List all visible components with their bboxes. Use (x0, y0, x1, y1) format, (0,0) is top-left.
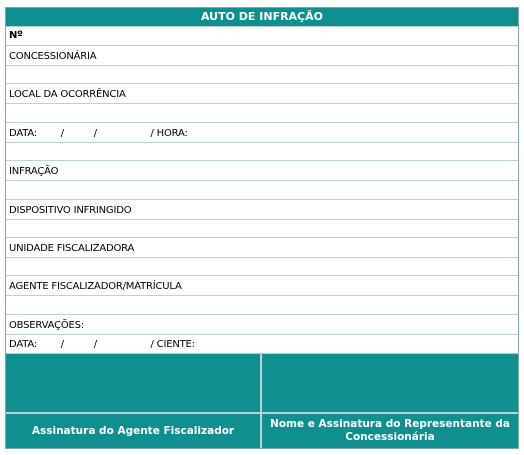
observacoes-label: OBSERVAÇÕES: (9, 320, 84, 331)
local-field[interactable] (6, 104, 518, 123)
representative-signature-cell[interactable] (262, 414, 518, 448)
form-title: AUTO DE INFRAÇÃO (201, 10, 323, 23)
agente-label: AGENTE FISCALIZADOR/MATRÍCULA (9, 281, 182, 292)
infracao-row[interactable] (6, 161, 518, 181)
numero-row[interactable] (6, 27, 518, 46)
unidade-row[interactable] (6, 238, 518, 258)
observacoes-row[interactable] (6, 315, 518, 335)
agent-signature-cell[interactable] (6, 414, 260, 448)
unidade-field[interactable] (6, 258, 518, 276)
agente-field[interactable] (6, 296, 518, 315)
data-hora-label: DATA: / / / HORA: (9, 128, 188, 139)
dispositivo-row[interactable] (6, 200, 518, 220)
concessionaria-label: CONCESSIONÁRIA (9, 51, 97, 62)
agente-row[interactable] (6, 276, 518, 296)
data-ciente-label: DATA: / / / CIENTE: (9, 339, 195, 350)
representative-signature-label: Nome e Assinatura do Representante da Concessionária (270, 418, 510, 443)
concessionaria-field[interactable] (6, 66, 518, 84)
infraction-form (5, 7, 519, 449)
form-title-bar (6, 8, 518, 27)
data-ciente-row[interactable] (6, 335, 518, 354)
data-hora-row[interactable] (6, 123, 518, 143)
local-row[interactable] (6, 84, 518, 104)
unidade-label: UNIDADE FISCALIZADORA (9, 243, 135, 254)
dispositivo-field[interactable] (6, 220, 518, 238)
agent-signature-label: Assinatura do Agente Fiscalizador (31, 424, 235, 437)
concessionaria-row[interactable] (6, 46, 518, 66)
dispositivo-label: DISPOSITIVO INFRINGIDO (9, 205, 132, 216)
local-label: LOCAL DA OCORRÊNCIA (9, 89, 126, 100)
infracao-label: INFRAÇÃO (9, 166, 59, 177)
data-hora-field[interactable] (6, 143, 518, 161)
numero-label: Nº (9, 30, 23, 41)
infracao-field[interactable] (6, 181, 518, 200)
